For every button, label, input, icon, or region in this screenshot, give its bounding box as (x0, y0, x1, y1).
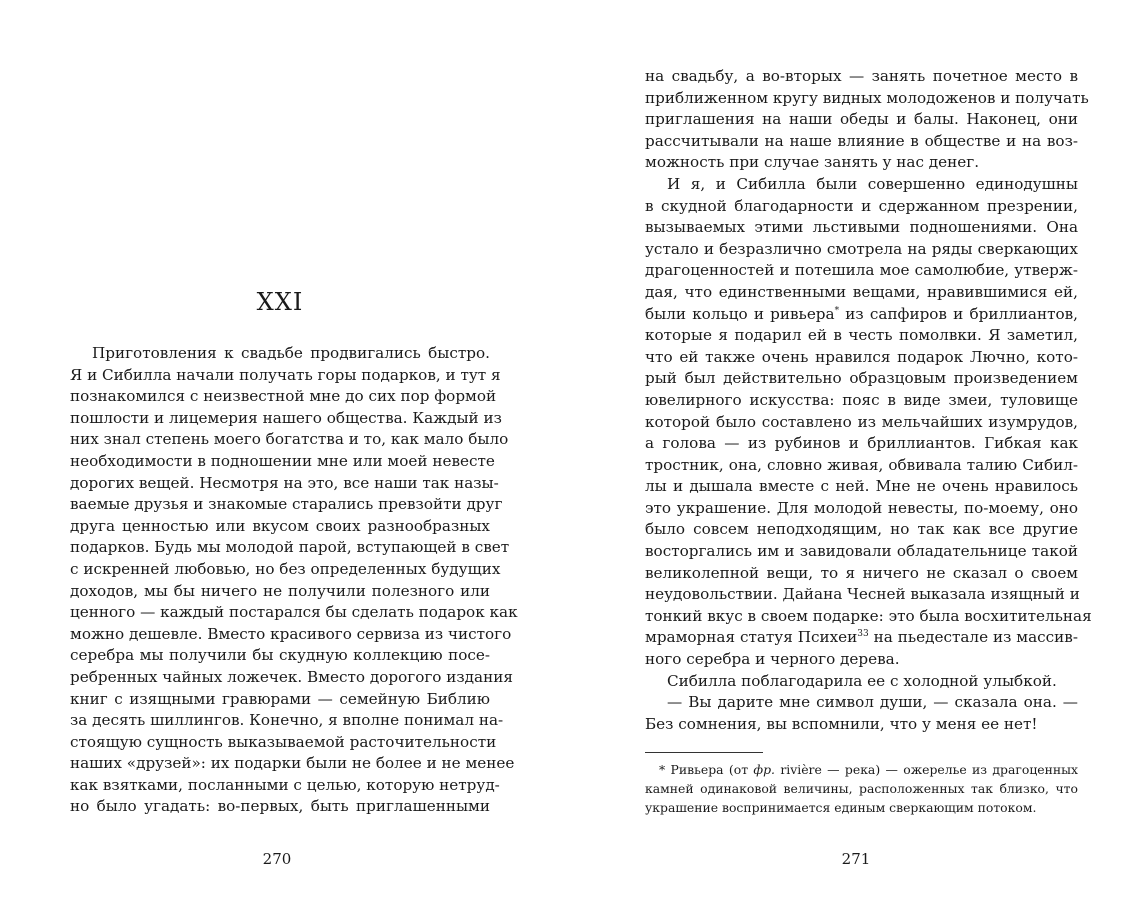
footnote-marker: * (834, 305, 840, 316)
left-page-text (70, 343, 518, 818)
text-fragment-italic: фр. (753, 762, 775, 777)
text-line: — Вы дарите мне символ души, — сказала она. — (667, 693, 1078, 712)
text-line: которой было составлено из мельчайших изумрудов, (645, 412, 1078, 431)
text-line: книг с изящными гравюрами — семейную Библию (70, 689, 490, 708)
text-line: тростник, она, словно живая, обвивала талию Сибил- (645, 455, 1078, 474)
right-page-text (645, 66, 1092, 735)
text-line: И я, и Сибилла были совершенно единодушны (667, 174, 1078, 193)
text-line: рый был действительно образцовым произведением (645, 369, 1078, 388)
text-line: дая, что единственными вещами, нравившимися ей, (645, 282, 1078, 301)
footnote-line: камней одинаковой величины, расположенных так близко, что (645, 781, 1078, 796)
text-line: но было угадать: во-первых, быть приглашенными (70, 797, 490, 816)
footnote-line: украшение воспринимается единым сверкающим потоком. (645, 800, 1037, 815)
text-line: стоящую сущность выказываемой расточительности (70, 732, 497, 751)
text-line: а голова — из рубинов и бриллиантов. Гибкая как (645, 434, 1078, 453)
text-line: ребренных чайных ложечек. Вместо дорогого издания (70, 667, 513, 686)
text-line: серебра мы получили бы скудную коллекцию посе- (70, 646, 490, 665)
text-line: восторгались им и завидовали обладательнице такой (645, 542, 1078, 561)
page-number-right: 271 (841, 850, 871, 868)
text-line: тонкий вкус в своем подарке: это была восхитительная (645, 606, 1092, 625)
text-line: Я и Сибилла начали получать горы подарков, и тут я (70, 365, 501, 384)
text-line: устало и безразлично смотрела на ряды сверкающих (645, 239, 1078, 258)
text-line: приглашения на наши обеды и балы. Наконец, они (645, 110, 1078, 129)
text-line: познакомился с неизвестной мне до сих пор формой (70, 387, 497, 406)
text-line: вызываемых этими льстивыми подношениями. Она (645, 218, 1078, 237)
text-line: ного серебра и черного дерева. (645, 650, 900, 669)
text-line: необходимости в подношении мне или моей невесте (70, 451, 495, 470)
text-line: ваемые друзья и знакомые старались превзойти друг (70, 495, 503, 514)
text-line: Приготовления к свадьбе продвигались быстро. (92, 344, 490, 362)
text-line: наших «друзей»: их подарки были не более и не менее (70, 754, 515, 773)
text-line: можность при случае занять у нас денег. (645, 153, 980, 172)
text-line: доходов, мы бы ничего не получили полезного или (70, 581, 490, 600)
text-fragment: на пьедестале из массив- (868, 628, 1078, 647)
text-fragment: были кольцо и ривьера (645, 304, 835, 323)
text-line (645, 304, 1078, 326)
text-line: неудовольствии. Дайана Чесней выказала изящный и (645, 585, 1080, 604)
text-line: ювелирного искусства: пояс в виде змеи, туловище (645, 390, 1078, 409)
text-line: ценного — каждый постарался бы сделать подарок как (70, 603, 518, 622)
text-line: Сибилла поблагодарила ее с холодной улыбкой. (667, 671, 1057, 690)
endnote-marker: 33 (857, 629, 869, 640)
text-line: в скудной благодарности и сдержанном презрении, (645, 196, 1078, 215)
text-line: дорогих вещей. Несмотря на это, все наши так назы- (70, 473, 499, 492)
text-line: рассчитывали на наше влияние в обществе и на воз- (645, 131, 1078, 150)
text-line: которые я подарил ей в честь помолвки. Я заметил, (645, 326, 1078, 345)
footnote (645, 760, 1078, 817)
text-line: подарков. Будь мы молодой парой, вступающей в свет (70, 538, 510, 557)
text-line: было совсем неподходящим, но так как все другие (645, 520, 1078, 539)
text-line: драгоценностей и потешила мое самолюбие, утверж- (645, 261, 1078, 280)
text-line: друга ценностью или вкусом своих разнообразных (70, 516, 490, 535)
text-line (645, 627, 1078, 649)
chapter-title: XXI (256, 288, 304, 316)
text-line: на свадьбу, а во-вторых — занять почетное место в (645, 67, 1078, 85)
footnote-divider (645, 752, 763, 753)
text-line: них знал степень моего богатства и то, как мало было (70, 430, 509, 449)
text-line: за десять шиллингов. Конечно, я вполне понимал на- (70, 711, 504, 730)
text-line: как взятками, посланными с целью, которую нетруд- (70, 775, 500, 794)
text-line: приближенном кругу видных молодоженов и получать (645, 88, 1089, 107)
text-fragment: * Ривьера (от (659, 762, 754, 777)
text-fragment: из сапфиров и бриллиантов, (839, 304, 1078, 323)
text-line: великолепной вещи, то я ничего не сказал о своем (645, 563, 1078, 582)
text-line: с искренней любовью, но без определенных будущих (70, 559, 501, 578)
footnote-line (645, 760, 1078, 779)
text-line: Без сомнения, вы вспомнили, что у меня ее нет! (645, 714, 1038, 733)
text-line: пошлости и лицемерия нашего общества. Каждый из (70, 408, 502, 427)
page-number-left: 270 (262, 850, 292, 868)
text-line: можно дешевле. Вместо красивого сервиза из чистого (70, 624, 512, 643)
text-line: это украшение. Для молодой невесты, по-моему, оно (645, 498, 1078, 517)
text-line: что ей также очень нравился подарок Лючно, кото- (645, 347, 1078, 366)
text-fragment: мраморная статуя Психеи (645, 628, 858, 647)
text-fragment: rivière — река) — ожерелье из драгоценных (775, 762, 1078, 777)
text-line: лы и дышала вместе с ней. Мне не очень нравилось (645, 477, 1078, 496)
